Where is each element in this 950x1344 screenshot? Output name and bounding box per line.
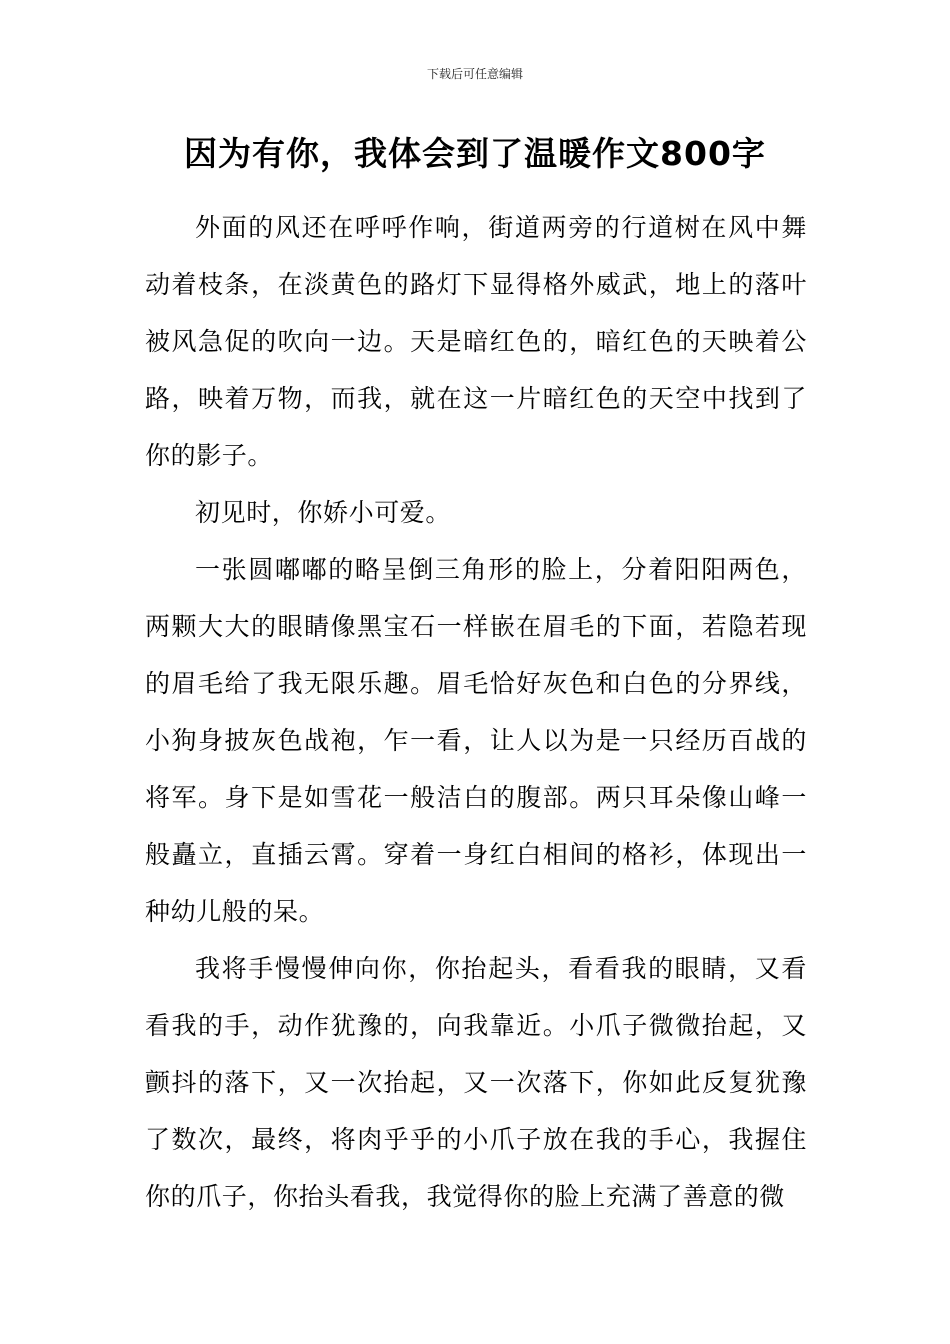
- paragraph-3: 一张圆嘟嘟的略呈倒三角形的脸上，分着阳阳两色，两颗大大的眼睛像黑宝石一样嵌在眉毛的下面，若隐若现的眉毛给了我无限乐趣。眉毛恰好灰色和白色的分界线，小狗身披灰色战袍，乍一看，让人以为是一只经历百战的将军。身下是如雪花一般洁白的腹部。两只耳朵像山峰一般矗立，直插云霄。穿着一身红白相间的格衫，体现出一种幼儿般的呆。: [145, 555, 807, 926]
- paragraph-1: 外面的风还在呼呼作响，街道两旁的行道树在风中舞动着枝条，在淡黄色的路灯下显得格外威武，地上的落叶被风急促的吹向一边。天是暗红色的，暗红色的天映着公路，映着万物，而我，就在这一片暗红色的天空中找到了你的影子。: [145, 213, 807, 470]
- header-note: 下载后可任意编辑: [426, 67, 523, 81]
- document-body: [145, 199, 807, 1225]
- paragraph-2: 初见时，你娇小可爱。: [195, 498, 452, 527]
- document-title: 因为有你，我体会到了温暖作文800字: [184, 134, 766, 173]
- paragraph-4: 我将手慢慢伸向你，你抬起头，看看我的眼睛，又看看我的手，动作犹豫的，向我靠近。小爪子微微抬起，又颤抖的落下，又一次抬起，又一次落下，你如此反复犹豫了数次，最终，将肉乎乎的小爪子放在我的手心，我握住你的爪子，你抬头看我，我觉得你的脸上充满了善意的微: [145, 954, 807, 1211]
